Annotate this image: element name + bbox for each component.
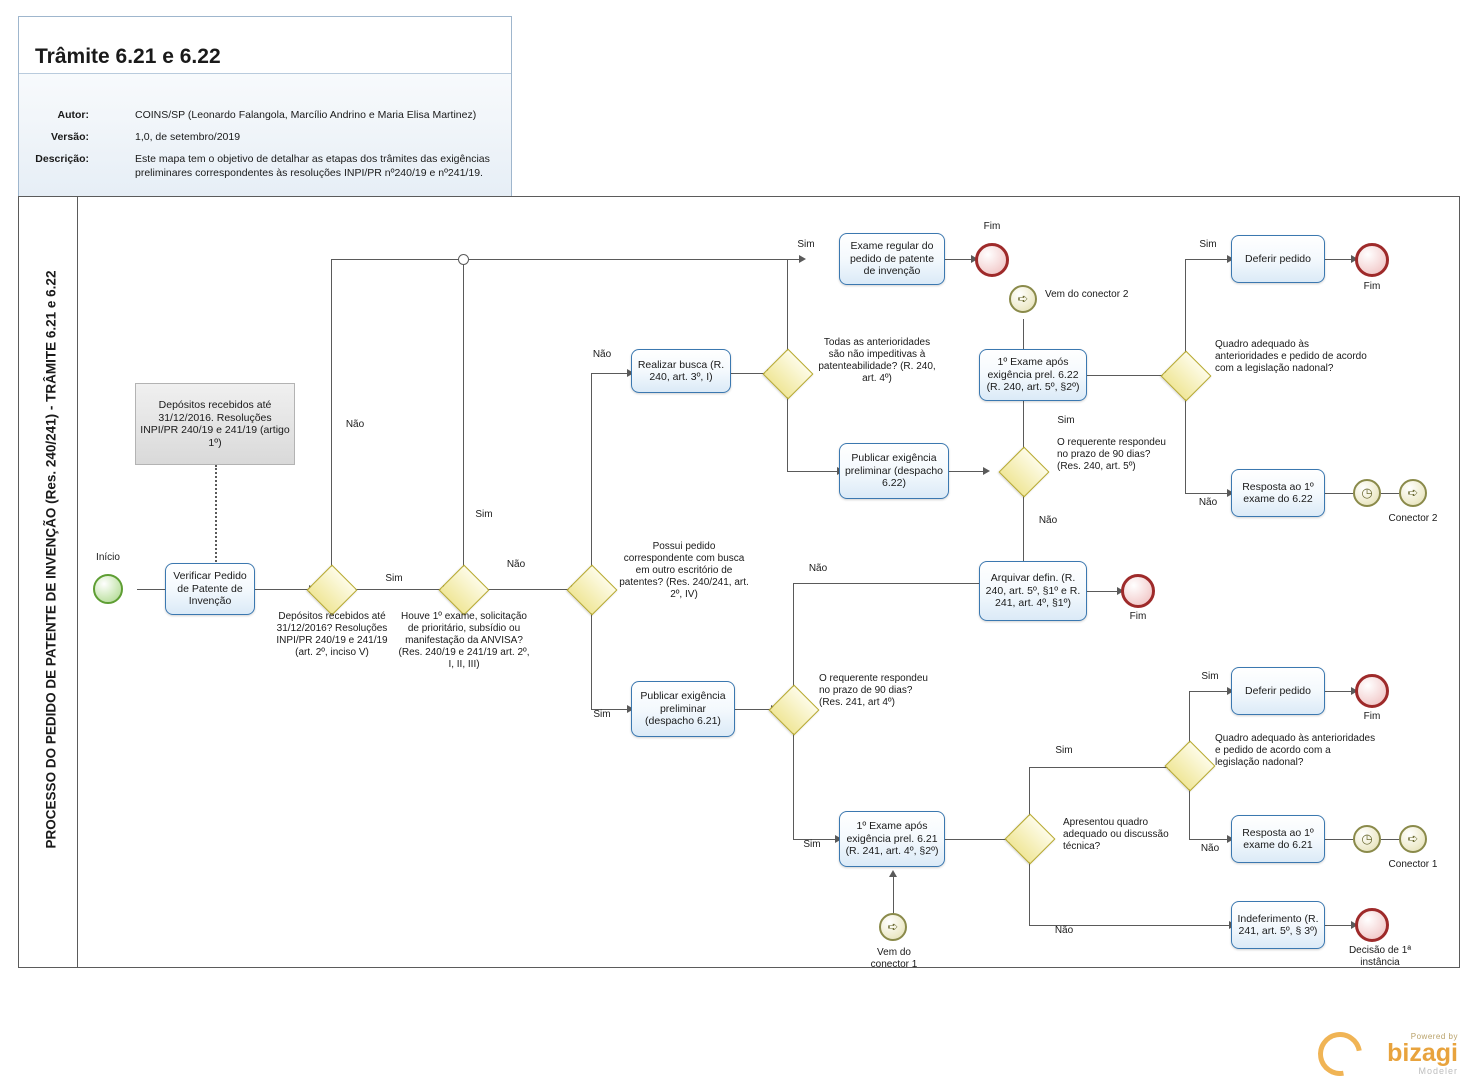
bizagi-name: bizagi xyxy=(1387,1039,1458,1067)
flow-label-sim-busca: Sim xyxy=(593,709,611,720)
flow-label-nao-quadro-bottom: Não xyxy=(1200,843,1220,854)
flow-line xyxy=(481,589,573,590)
gateway-apresentou-quadro[interactable] xyxy=(1005,814,1056,865)
task-publicar-exigencia-621[interactable]: Publicar exigência preliminar (despacho 6.21) xyxy=(631,681,735,737)
flow-line xyxy=(1029,767,1171,768)
flow-line xyxy=(1185,259,1229,260)
timer-event-conector2[interactable]: ◷ xyxy=(1353,479,1381,507)
flow-line xyxy=(591,373,629,374)
task-exame-622[interactable]: 1º Exame após exigência prel. 6.22 (R. 240, art. 5º, §2º) xyxy=(979,349,1087,401)
end-event-deferir-top[interactable] xyxy=(1355,243,1389,277)
flow-label-nao-busca: Não xyxy=(592,349,612,360)
flow-label-sim-depositos: Sim xyxy=(385,573,403,584)
flow-label-sim-resp621: Sim xyxy=(803,839,821,850)
flow-line xyxy=(1381,839,1399,840)
task-deferir-pedido-bottom[interactable]: Deferir pedido xyxy=(1231,667,1325,715)
gateway-quadro-top-label: Quadro adequado às anterioridades e pedido de acordo com a legislação nadonal? xyxy=(1215,339,1367,374)
end-event-indeferimento-label: Decisão de 1ª instância xyxy=(1348,945,1412,968)
task-exame-621[interactable]: 1º Exame após exigência prel. 6.21 (R. 241, art. 4º, §2º) xyxy=(839,811,945,867)
link-event-conector1-in-label: Vem do conector 1 xyxy=(870,947,918,970)
link-event-conector2-out[interactable]: ➪ xyxy=(1399,479,1427,507)
gateway-respondeu-90-622[interactable] xyxy=(999,447,1050,498)
flow-line xyxy=(949,471,985,472)
task-exame-regular[interactable]: Exame regular do pedido de patente de invenção xyxy=(839,233,945,285)
meta-value-autor: COINS/SP (Leonardo Falangola, Marcílio Andrino e Maria Elisa Martinez) xyxy=(135,109,477,121)
lane-title: PROCESSO DO PEDIDO DE PATENTE DE INVENÇÃO (Res. 240/241) - TRÂMITE 6.21 e 6.22 xyxy=(43,270,59,849)
task-realizar-busca[interactable]: Realizar busca (R. 240, art. 3º, I) xyxy=(631,349,731,393)
flow-label-sim-primeiro-exame: Sim xyxy=(475,509,493,520)
flow-label-sim-quadro-top: Sim xyxy=(1199,239,1217,250)
bizagi-swoosh-icon xyxy=(1309,1023,1370,1084)
bizagi-powered-by: Powered by xyxy=(1410,1032,1458,1041)
start-event-label: Início xyxy=(96,552,120,563)
task-publicar-exigencia-622[interactable]: Publicar exigência preliminar (despacho 6.22) xyxy=(839,443,949,499)
annotation-box: Depósitos recebidos até 31/12/2016. Resoluções INPI/PR 240/19 e 241/19 (artigo 1º) xyxy=(135,383,295,465)
meta-label-versao: Versão: xyxy=(51,131,89,143)
flow-line xyxy=(1325,493,1353,494)
flow-line xyxy=(1087,375,1167,376)
link-event-conector1-in[interactable]: ➪ xyxy=(879,913,907,941)
flow-line xyxy=(893,873,894,915)
flow-line xyxy=(1325,925,1353,926)
link-event-conector1-out[interactable]: ➪ xyxy=(1399,825,1427,853)
gateway-depositos-label: Depósitos recebidos até 31/12/2016? Resoluções INPI/PR 240/19 e 241/19 (art. 2º, inciso V) xyxy=(276,611,388,658)
flow-line xyxy=(1185,391,1186,493)
flow-crossover xyxy=(458,254,469,265)
task-verificar-pedido[interactable]: Verificar Pedido de Patente de Invenção xyxy=(165,563,255,615)
end-event-arquivar-label: Fim xyxy=(1129,611,1147,622)
gateway-respondeu-621-label: O requerente respondeu no prazo de 90 dias? (Res. 241, art 4º) xyxy=(819,673,928,708)
link-event-conector2-in-label: Vem do conector 2 xyxy=(1045,289,1129,300)
flow-line xyxy=(793,725,794,839)
process-pool xyxy=(18,196,1460,968)
flow-line xyxy=(1325,259,1353,260)
bizagi-branding xyxy=(1387,1032,1458,1076)
flow-label-sim-quadro-bottom: Sim xyxy=(1201,671,1219,682)
gateway-busca-label: Possui pedido correspondente com busca em outro escritório de patentes? (Res. 240/241, art. 2º, IV) xyxy=(619,541,749,600)
flow-label-nao-quadro-top: Não xyxy=(1198,497,1218,508)
gateway-anterioridades[interactable] xyxy=(763,349,814,400)
lane-header xyxy=(19,197,78,967)
annotation-link xyxy=(215,465,217,577)
end-event-exame-regular[interactable] xyxy=(975,243,1009,277)
gateway-quadro-adequado-top[interactable] xyxy=(1161,351,1212,402)
task-indeferimento[interactable]: Indeferimento (R. 241, art. 5º, § 3º) xyxy=(1231,901,1325,949)
link-event-conector1-out-label: Conector 1 xyxy=(1388,859,1438,870)
flow-line xyxy=(787,471,839,472)
flow-line xyxy=(591,373,592,573)
end-event-exame-regular-label: Fim xyxy=(983,221,1001,232)
header-card xyxy=(18,16,512,198)
flow-line xyxy=(1381,493,1399,494)
flow-line xyxy=(793,583,999,584)
gateway-respondeu-90-621[interactable] xyxy=(769,685,820,736)
flow-line xyxy=(331,259,801,260)
gateway-anterioridades-label: Todas as anterioridades são não impeditivas à patenteabilidade? (R. 240, art. 4º) xyxy=(818,337,936,384)
meta-value-descricao: Este mapa tem o objetivo de detalhar as etapas dos trâmites das exigências preliminares correspondentes às resoluções INPI/PR nº240/19 e nº241/19. xyxy=(135,153,490,179)
task-arquivar-definitivo[interactable]: Arquivar defin. (R. 240, art. 5º, §1º e R. 241, art. 4º, §1º) xyxy=(979,561,1087,621)
end-event-deferir-bottom[interactable] xyxy=(1355,674,1389,708)
end-event-arquivar[interactable] xyxy=(1121,574,1155,608)
flow-line xyxy=(1185,493,1229,494)
flow-line xyxy=(1189,691,1229,692)
flow-line xyxy=(787,259,801,260)
meta-value-versao: 1,0, de setembro/2019 xyxy=(135,131,241,143)
bizagi-product: Modeler xyxy=(1418,1066,1458,1076)
gateway-quadro-adequado-bottom[interactable] xyxy=(1165,741,1216,792)
task-deferir-pedido-top[interactable]: Deferir pedido xyxy=(1231,235,1325,283)
flow-label-nao-apresentou: Não xyxy=(1054,925,1074,936)
gateway-quadro-bottom-label: Quadro adequado às anterioridades e pedido de acordo com a legislação nadonal? xyxy=(1215,733,1376,768)
gateway-primeiro-exame-label: Houve 1º exame, solicitação de prioritário, subsídio ou manifestação da ANVISA? (Res. 240/19 e 241/19 art. 2º, I, II, III) xyxy=(398,611,530,670)
flow-line xyxy=(787,389,788,471)
start-event[interactable] xyxy=(93,574,123,604)
flow-label-sim-exame-regular: Sim xyxy=(797,239,815,250)
flow-arrow xyxy=(983,467,990,475)
task-resposta-exame-621[interactable]: Resposta ao 1º exame do 6.21 xyxy=(1231,815,1325,863)
flow-label-nao-resp622: Não xyxy=(1038,515,1058,526)
gateway-respondeu-622-label: O requerente respondeu no prazo de 90 dias? (Res. 240, art. 5º) xyxy=(1057,437,1166,472)
flow-label-nao-resp621: Não xyxy=(808,563,828,574)
flow-line xyxy=(463,259,464,573)
flow-line xyxy=(1023,319,1024,349)
flow-label-nao-depositos: Não xyxy=(345,419,365,430)
flow-line xyxy=(1087,591,1119,592)
flow-line xyxy=(1325,839,1353,840)
link-event-conector2-in[interactable]: ➪ xyxy=(1009,285,1037,313)
flow-line xyxy=(945,259,973,260)
timer-event-conector1[interactable]: ◷ xyxy=(1353,825,1381,853)
flow-label-sim-apresentou: Sim xyxy=(1055,745,1073,756)
meta-label-descricao: Descrição: xyxy=(35,153,89,165)
flow-line xyxy=(793,583,794,693)
page-title: Trâmite 6.21 e 6.22 xyxy=(35,45,221,68)
flow-line xyxy=(945,839,1011,840)
task-resposta-exame-622[interactable]: Resposta ao 1º exame do 6.22 xyxy=(1231,469,1325,517)
flow-line xyxy=(255,589,311,590)
end-event-deferir-bottom-label: Fim xyxy=(1363,711,1381,722)
gateway-apresentou-label: Apresentou quadro adequado ou discussão técnica? xyxy=(1063,817,1169,852)
flow-line xyxy=(787,259,788,357)
meta-label-autor: Autor: xyxy=(57,109,89,121)
flow-line xyxy=(591,605,592,709)
flow-arrow xyxy=(889,870,897,877)
flow-line xyxy=(1189,839,1229,840)
flow-line xyxy=(349,589,445,590)
gateway-primeiro-exame[interactable] xyxy=(439,565,490,616)
flow-line xyxy=(1189,691,1190,747)
end-event-indeferimento[interactable] xyxy=(1355,908,1389,942)
flow-label-nao-primeiro-exame: Não xyxy=(506,559,526,570)
gateway-depositos[interactable] xyxy=(307,565,358,616)
link-event-conector2-out-label: Conector 2 xyxy=(1388,513,1438,524)
flow-line xyxy=(331,259,332,573)
end-event-deferir-top-label: Fim xyxy=(1363,281,1381,292)
gateway-busca-outro-escritorio[interactable] xyxy=(567,565,618,616)
flow-line xyxy=(1325,691,1353,692)
flow-line xyxy=(1029,855,1030,925)
flow-line xyxy=(1185,259,1186,355)
flow-label-sim-resp622: Sim xyxy=(1057,415,1075,426)
